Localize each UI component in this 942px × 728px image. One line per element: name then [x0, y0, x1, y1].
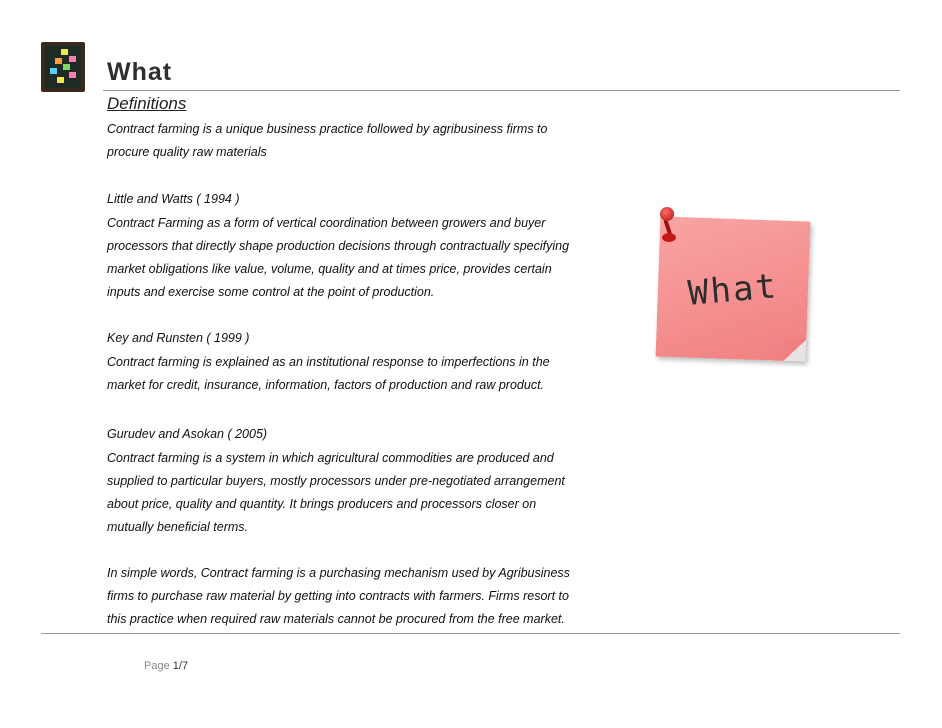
text-line: supplied to particular buyers, mostly processors under pre-negotiated arrangement — [107, 474, 565, 488]
sticky-note-illustration — [648, 203, 820, 371]
definition-1-text — [107, 212, 647, 304]
page-label: Page — [144, 660, 170, 672]
text-line: processors that directly shape production decisions through contractually specifying — [107, 239, 570, 253]
section-subtitle: Definitions — [107, 94, 187, 113]
text-line: procure quality raw materials — [107, 145, 267, 159]
definition-2-text — [107, 351, 647, 397]
text-line: inputs and exercise some control at the point of production. — [107, 285, 435, 299]
text-line: In simple words, Contract farming is a purchasing mechanism used by Agribusiness — [107, 566, 570, 580]
summary-paragraph — [107, 562, 647, 631]
text-line: firms to purchase raw material by getting into contracts with farmers. Firms resort to — [107, 589, 569, 603]
intro-paragraph — [107, 118, 647, 164]
definition-3-source: Gurudev and Asokan ( 2005) — [107, 427, 268, 441]
definition-2-source: Key and Runsten ( 1999 ) — [107, 331, 250, 345]
text-line: Contract Farming as a form of vertical coordination between growers and buyer — [107, 216, 546, 230]
footer-divider — [41, 633, 900, 634]
sticky-note-text: What — [686, 266, 780, 314]
page-curl — [784, 339, 807, 362]
page-title: What — [107, 58, 173, 86]
header-divider — [103, 90, 900, 91]
text-line: Contract farming is a system in which agricultural commodities are produced and — [107, 451, 554, 465]
pushpin-icon — [660, 207, 674, 221]
text-line: Contract farming is explained as an institutional response to imperfections in the — [107, 355, 550, 369]
page-indicator — [144, 660, 188, 672]
text-line: Contract farming is a unique business practice followed by agribusiness firms to — [107, 122, 548, 136]
text-line: this practice when required raw materials cannot be procured from the free market. — [107, 612, 565, 626]
text-line: market for credit, insurance, information, factors of production and raw product. — [107, 378, 545, 392]
pushpin-base — [662, 233, 676, 242]
text-line: market obligations like value, volume, quality and at times price, provides certain — [107, 262, 552, 276]
chalkboard-icon — [41, 42, 85, 92]
page-number: 1/7 — [172, 660, 189, 672]
text-line: about price, quality and quantity. It brings producers and processors closer on — [107, 497, 537, 511]
definition-3-text — [107, 447, 647, 539]
text-line: mutually beneficial terms. — [107, 520, 249, 534]
definition-1-source: Little and Watts ( 1994 ) — [107, 192, 240, 206]
